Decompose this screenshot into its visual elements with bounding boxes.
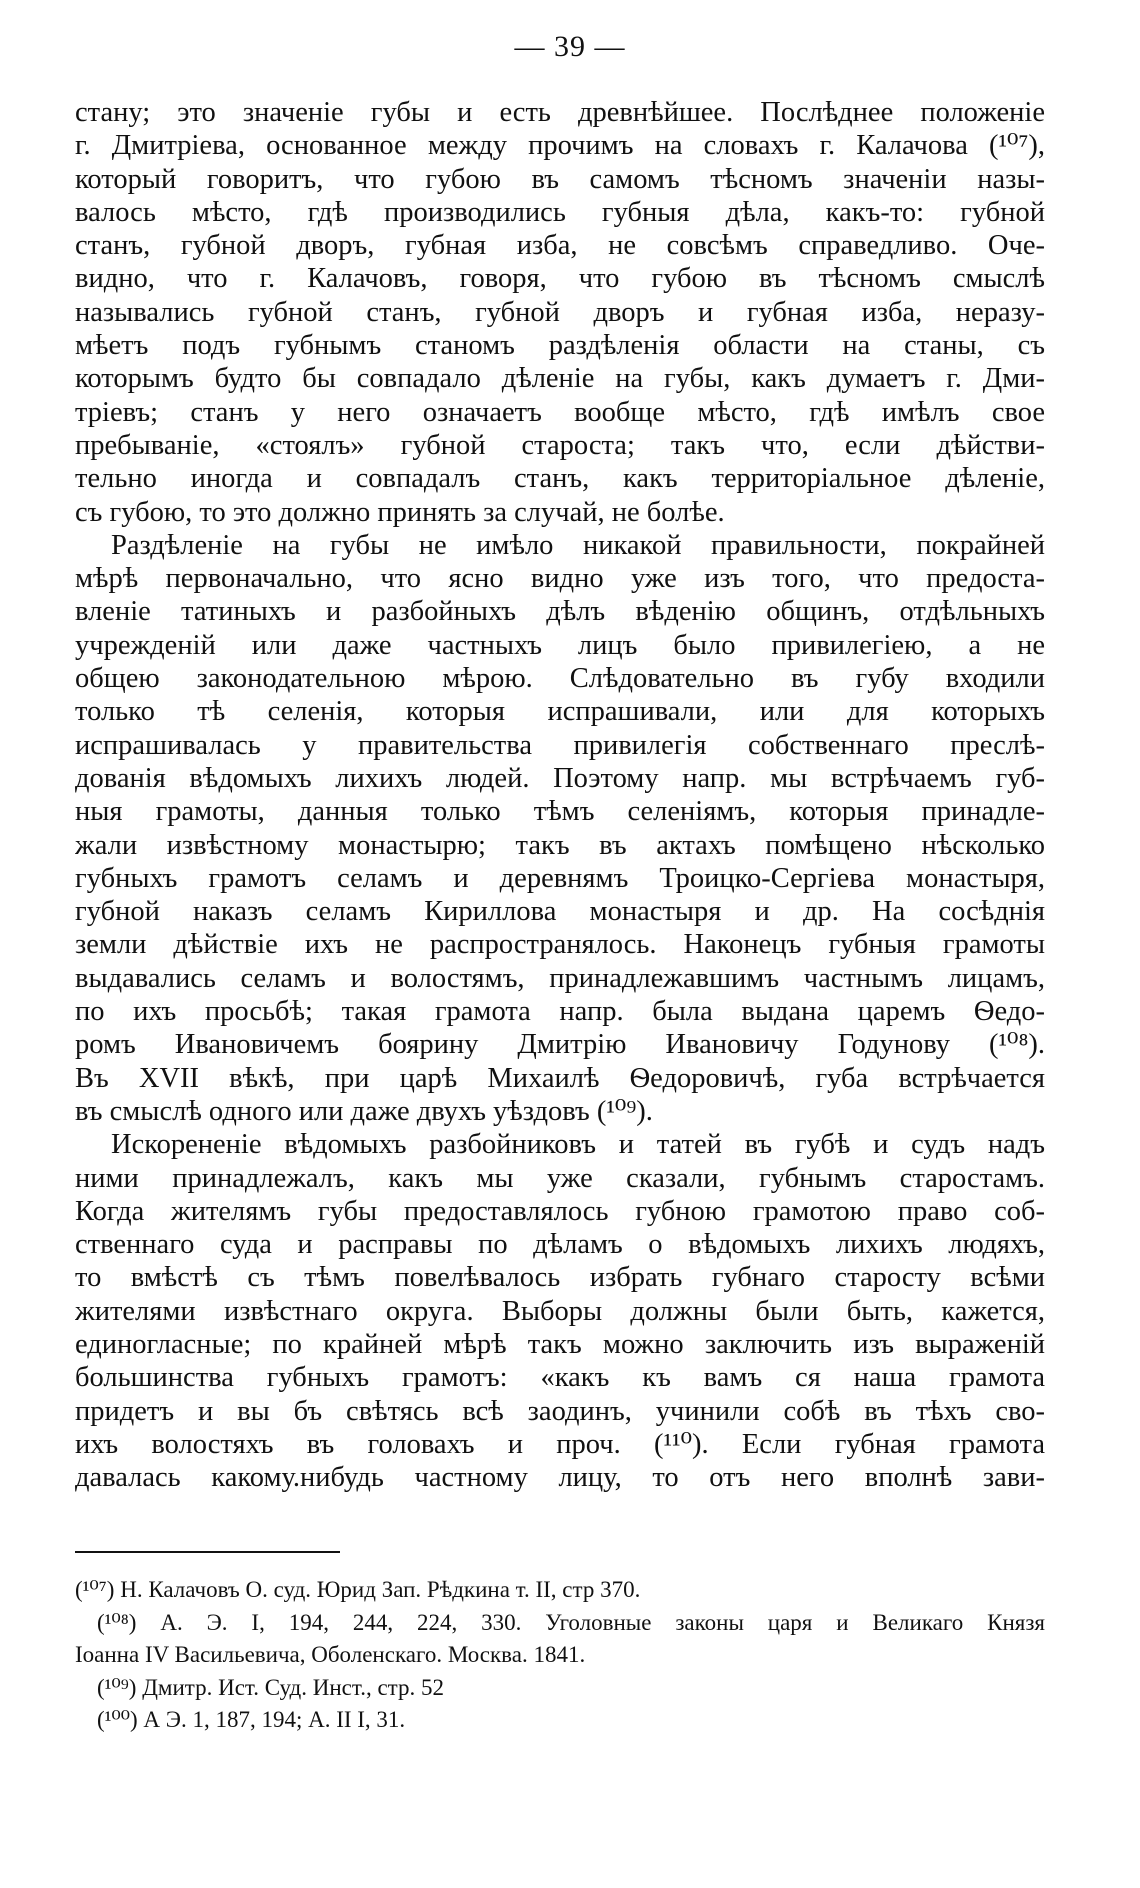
text-line: тельно иногда и совпадалъ станъ, какъ территоріальное дѣленіе, bbox=[75, 463, 1045, 495]
text-line: земли дѣйствіе ихъ не распространялось. Наконецъ губныя грамоты bbox=[75, 929, 1045, 961]
text-line: Когда жителямъ губы предоставлялось губною грамотою право соб- bbox=[75, 1195, 1045, 1227]
text-line: дованія вѣдомыхъ лихихъ людей. Поэтому напр. мы встрѣчаемъ губ- bbox=[75, 762, 1045, 794]
footnote-110: (¹⁰⁰) А Э. 1, 187, 194; А. II I, 31. bbox=[97, 1707, 406, 1733]
footnote-108-continuation: Іоанна IV Васильевича, Оболенскаго. Москва. 1841. bbox=[75, 1642, 586, 1668]
footnote-107: (¹⁰⁷) Н. Калачовъ О. суд. Юрид Зап. Рѣдкина т. II, стр 370. bbox=[75, 1577, 641, 1602]
text-line: то вмѣстѣ съ тѣмъ повелѣвалось избрать губнаго старосту всѣми bbox=[75, 1262, 1045, 1294]
text-line: стану; это значеніе губы и есть древнѣйшее. Послѣднее положеніе bbox=[75, 97, 1045, 128]
paragraph-start-line: Раздѣленіе на губы не имѣло никакой правильности, покрайней bbox=[111, 529, 1045, 561]
main-text bbox=[75, 96, 1045, 1494]
text-line: мѣетъ подъ губнымъ станомъ раздѣленія области на станы, съ bbox=[75, 330, 1045, 362]
text-line: ственнаго суда и расправы по дѣламъ о вѣдомыхъ лихихъ людяхъ, bbox=[75, 1229, 1045, 1261]
text-line: выдавались селамъ и волостямъ, принадлежавшимъ частнымъ лицамъ, bbox=[75, 962, 1045, 994]
text-line: станъ, губной дворъ, губная изба, не совсѣмъ справедливо. Оче- bbox=[75, 230, 1045, 262]
footnote-109: (¹⁰⁹) Дмитр. Ист. Суд. Инст., стр. 52 bbox=[97, 1674, 444, 1700]
text-line: учрежденій или даже частныхъ лицъ было привилегіею, а не bbox=[75, 629, 1045, 661]
text-line: губныхъ грамотъ селамъ и деревнямъ Троицко-Сергіева монастыря, bbox=[75, 862, 1045, 894]
paragraph-start-line: Искорененіе вѣдомыхъ разбойниковъ и татей въ губѣ и судъ надъ bbox=[111, 1129, 1045, 1161]
text-line: тріевъ; станъ у него означаетъ вообще мѣсто, гдѣ имѣлъ свое bbox=[75, 396, 1045, 428]
text-line: которымъ будто бы совпадало дѣленіе на губы, какъ думаетъ г. Дми- bbox=[75, 363, 1045, 395]
text-line: по ихъ просьбѣ; такая грамота напр. была выдана царемъ Ѳедо- bbox=[75, 996, 1045, 1028]
text-line: видно, что г. Калачовъ, говоря, что губою въ тѣсномъ смыслѣ bbox=[75, 263, 1045, 295]
footnote-108: (¹⁰⁸) А. Э. I, 194, 244, 224, 330. Уголовные законы царя и Великаго Князя bbox=[97, 1609, 1045, 1635]
text-line: который говоритъ, что губою въ самомъ тѣсномъ значеніи назы- bbox=[75, 163, 1045, 195]
text-line: пребываніе, «стоялъ» губной староста; такъ что, если дѣйстви- bbox=[75, 429, 1045, 461]
text-line: испрашивалась у правительства привилегія собственнаго преслѣ- bbox=[75, 729, 1045, 761]
text-line: съ губою, то это должно принять за случай, не болѣе. bbox=[75, 496, 725, 528]
text-line: придетъ и вы бъ свѣтясь всѣ заодинъ, учинили собѣ въ тѣхъ сво- bbox=[75, 1395, 1045, 1427]
text-line: губной наказъ селамъ Кириллова монастыря и др. На сосѣднія bbox=[75, 896, 1045, 928]
text-line: мѣрѣ первоначально, что ясно видно уже изъ того, что предоста- bbox=[75, 563, 1045, 595]
text-line: ними принадлежалъ, какъ мы уже сказали, губнымъ старостамъ. bbox=[75, 1162, 1045, 1194]
footnote-separator bbox=[75, 1551, 340, 1553]
text-line: большинства губныхъ грамотъ: «какъ къ вамъ ся наша грамота bbox=[75, 1362, 1045, 1394]
text-line: въ смыслѣ одного или даже двухъ уѣздовъ (¹⁰⁹). bbox=[75, 1095, 653, 1127]
text-line: назывались губной станъ, губной дворъ и губная изба, неразу- bbox=[75, 296, 1045, 328]
text-line: жителями извѣстнаго округа. Выборы должны были быть, кажется, bbox=[75, 1295, 1045, 1327]
text-line: единогласные; по крайней мѣрѣ такъ можно заключить изъ выраженій bbox=[75, 1328, 1045, 1360]
text-line: ныя грамоты, данныя только тѣмъ селеніямъ, которыя принадле- bbox=[75, 796, 1045, 828]
text-line: ихъ волостяхъ въ головахъ и проч. (¹¹⁰). Если губная грамота bbox=[75, 1428, 1045, 1460]
page-number: — 39 — bbox=[514, 30, 626, 63]
text-line: жали извѣстному монастырю; такъ въ актахъ помѣщено нѣсколько bbox=[75, 829, 1045, 861]
text-line: валось мѣсто, гдѣ производились губныя дѣла, какъ-то: губной bbox=[75, 196, 1045, 228]
text-line: вленіе татиныхъ и разбойныхъ дѣлъ вѣденію общинъ, отдѣльныхъ bbox=[75, 596, 1045, 628]
text-line: общею законодательною мѣрою. Слѣдовательно въ губу входили bbox=[75, 663, 1045, 695]
text-line: ромъ Ивановичемъ боярину Дмитрію Ивановичу Годунову (¹⁰⁸). bbox=[75, 1029, 1045, 1061]
footnotes bbox=[75, 1574, 1045, 1737]
text-line: только тѣ селенія, которыя испрашивали, или для которыхъ bbox=[75, 696, 1045, 728]
text-line: давалась какому.нибудь частному лицу, то отъ него вполнѣ зави- bbox=[75, 1462, 1045, 1494]
text-line: Въ XVII вѣкѣ, при царѣ Михаилѣ Ѳедоровичѣ, губа встрѣчается bbox=[75, 1062, 1045, 1094]
text-line: г. Дмитріева, основанное между прочимъ на словахъ г. Калачова (¹⁰⁷), bbox=[75, 130, 1045, 162]
